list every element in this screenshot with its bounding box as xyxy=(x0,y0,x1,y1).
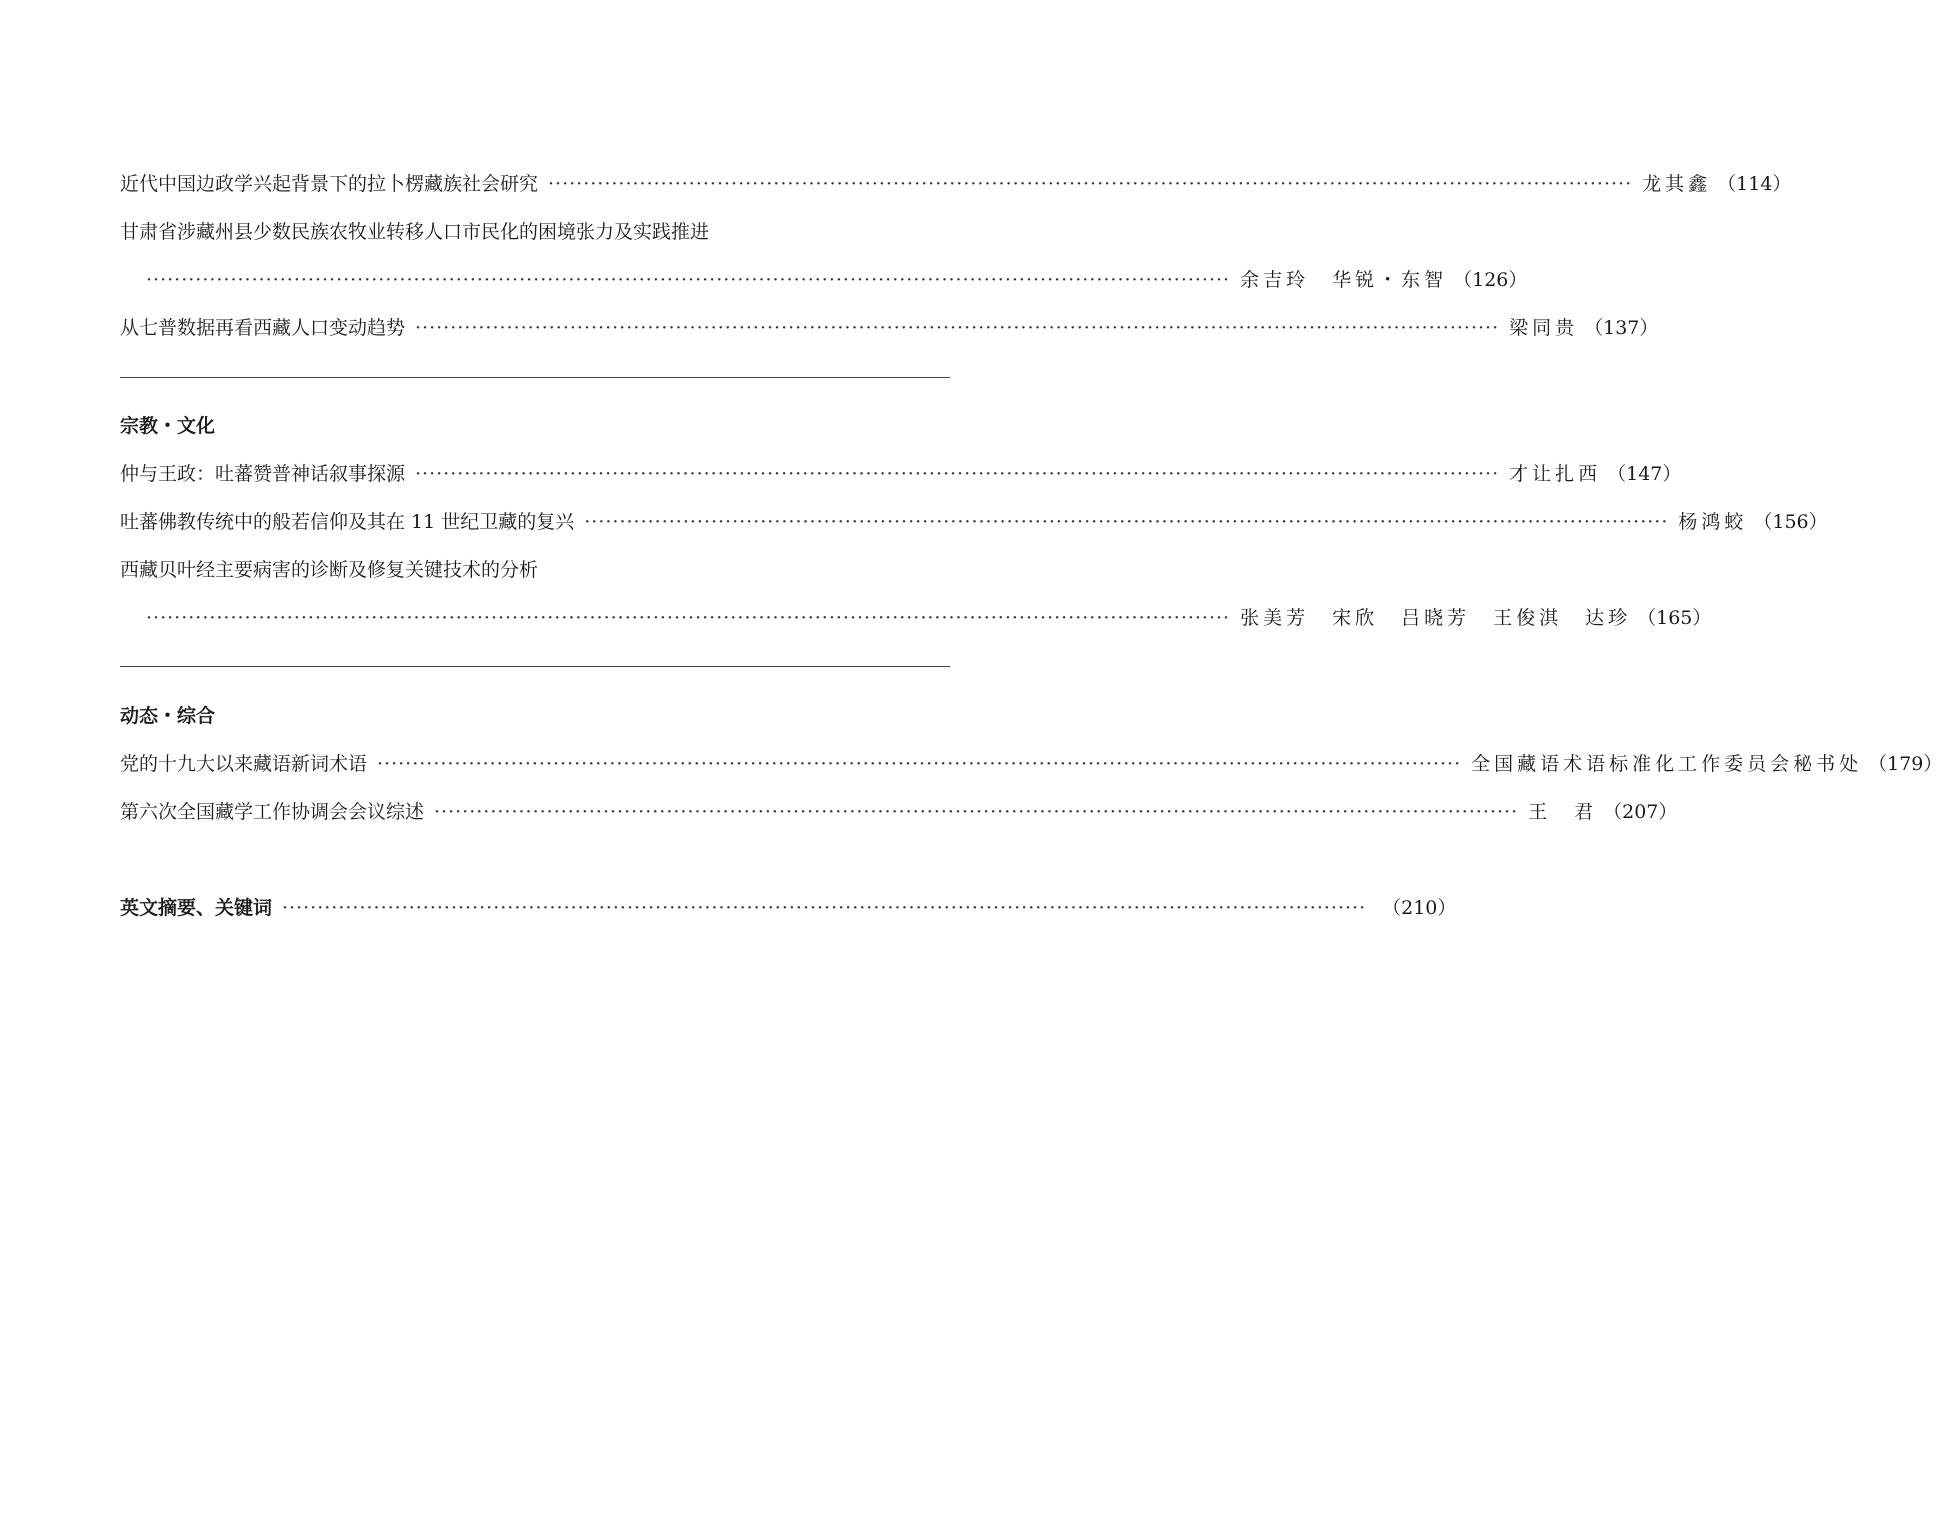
leader-dots: ·························································································································································· xyxy=(584,511,1669,533)
entry-page: （137） xyxy=(1584,317,1659,339)
entry-author: 王 君 xyxy=(1528,801,1598,823)
section-heading: 宗教・文化 xyxy=(120,415,216,437)
entry-title: 第六次全国藏学工作协调会会议综述 xyxy=(120,801,425,823)
entry-author: 龙其鑫 xyxy=(1642,173,1712,195)
section-heading: 动态・综合 xyxy=(120,705,216,727)
table-of-contents xyxy=(120,160,1942,932)
leader-dots: ·························································································································································· xyxy=(282,897,1367,919)
entry-title: 吐蕃佛教传统中的般若信仰及其在 11 世纪卫藏的复兴 xyxy=(120,511,575,533)
entry-page: （126） xyxy=(1453,269,1528,291)
entry-page: （156） xyxy=(1753,511,1828,533)
entry-title: 英文摘要、关键词 xyxy=(120,897,273,919)
entry-page: （207） xyxy=(1603,801,1678,823)
entry-author: 杨鸿蛟 xyxy=(1678,511,1748,533)
entry-author: 全国藏语术语标准化工作委员会秘书处 xyxy=(1471,753,1863,775)
entry-page: （179） xyxy=(1868,753,1942,775)
toc-entry[interactable] xyxy=(120,498,1828,546)
entry-author: 梁同贵 xyxy=(1509,317,1579,339)
entry-page: （210） xyxy=(1382,897,1457,919)
leader-dots: ·························································································································································· xyxy=(377,753,1462,775)
leader-dots: ·························································································································································· xyxy=(146,607,1231,629)
entry-title: 从七普数据再看西藏人口变动趋势 xyxy=(120,317,406,339)
leader-dots: ·························································································································································· xyxy=(146,269,1231,291)
entry-title[interactable]: 西藏贝叶经主要病害的诊断及修复关键技术的分析 xyxy=(120,559,539,581)
toc-entry[interactable] xyxy=(120,450,1682,498)
entry-page: （114） xyxy=(1717,173,1792,195)
entry-page: （165） xyxy=(1637,607,1712,629)
leader-dots: ·························································································································································· xyxy=(415,463,1500,485)
entry-title: 仲与王政：吐蕃赞普神话叙事探源 xyxy=(120,463,406,485)
entry-author: 余吉玲 华锐・东智 xyxy=(1240,269,1448,291)
toc-entry-abstract[interactable] xyxy=(120,884,1457,932)
entry-title[interactable]: 甘肃省涉藏州县少数民族农牧业转移人口市民化的困境张力及实践推进 xyxy=(120,221,710,243)
toc-entry-continuation[interactable] xyxy=(120,256,1528,304)
toc-entry-continuation[interactable] xyxy=(120,594,1712,642)
entry-author: 张美芳 宋欣 吕晓芳 王俊淇 达珍 xyxy=(1240,607,1632,629)
entry-page: （147） xyxy=(1607,463,1682,485)
leader-dots: ·························································································································································· xyxy=(415,317,1500,339)
toc-entry[interactable] xyxy=(120,788,1678,836)
entry-author: 才让扎西 xyxy=(1509,463,1602,485)
toc-entry[interactable] xyxy=(120,740,1942,788)
toc-entry[interactable] xyxy=(120,160,1792,208)
toc-entry[interactable] xyxy=(120,304,1659,352)
leader-dots: ·························································································································································· xyxy=(434,801,1519,823)
leader-dots: ·························································································································································· xyxy=(548,173,1633,195)
entry-title: 党的十九大以来藏语新词术语 xyxy=(120,753,368,775)
entry-title: 近代中国边政学兴起背景下的拉卜楞藏族社会研究 xyxy=(120,173,539,195)
